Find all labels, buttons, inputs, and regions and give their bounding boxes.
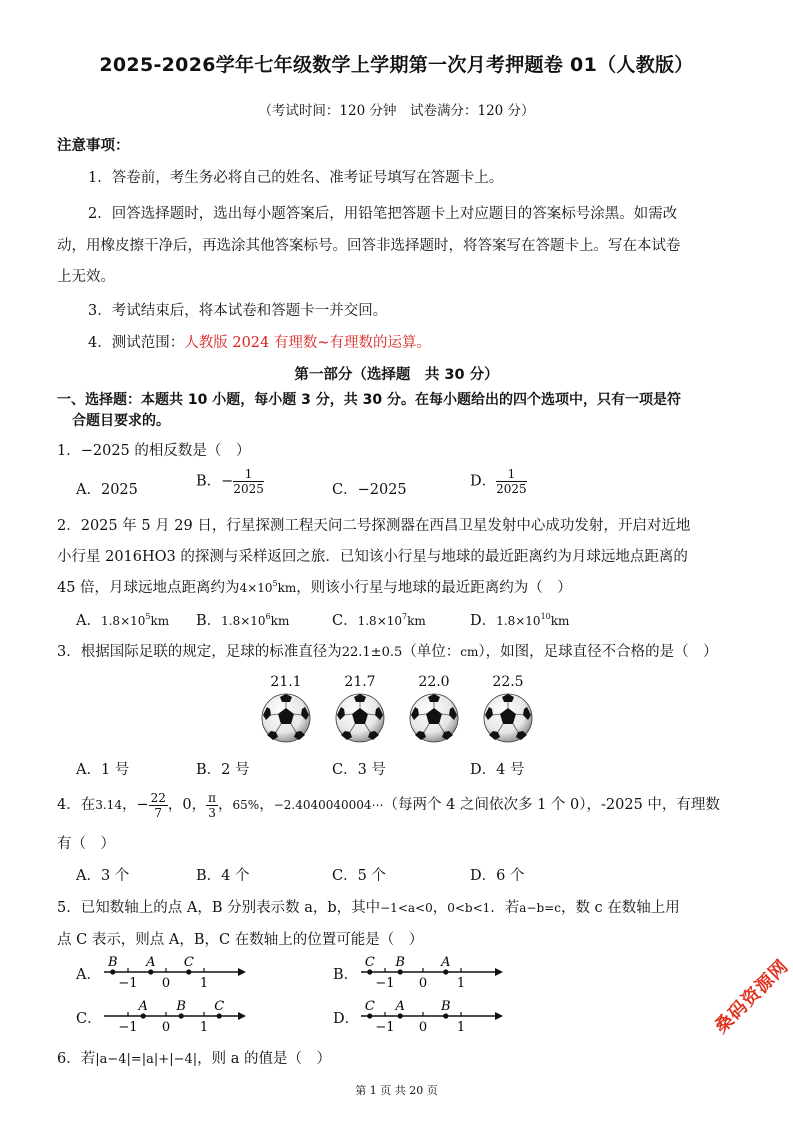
soccer-ball-4-icon: [484, 694, 532, 742]
q5-stem-line-2: 点 C 表示，则点 A，B，C 在数轴上的位置可能是（ ）: [57, 932, 424, 948]
q4-frac1-den: 7: [154, 805, 163, 820]
q2-option-c-exp: 7: [402, 612, 408, 622]
q1-option-b-num: 1: [233, 467, 264, 482]
q2-option-b-exp: 6: [265, 612, 271, 622]
ball-2-label: 21.7: [344, 674, 376, 690]
point-label: B: [395, 955, 405, 970]
q2-option-b: [196, 609, 289, 630]
axis-tick-label: 1: [199, 1020, 209, 1035]
q2-line-3-b: ，则该小行星与地球的最近距离约为（ ）: [296, 580, 572, 596]
q1-option-c: C．−2025: [332, 482, 407, 498]
q2-option-c-label: C．: [332, 613, 358, 629]
point-label: A: [441, 955, 451, 970]
q2-distance-value: 4×10: [239, 581, 273, 595]
note-2-line-2: 动，用橡皮擦干净后，再选涂其他答案标号。回答非选择题时，将答案写在答题卡上。写在本试卷: [57, 238, 681, 254]
q5-option-a-number-line: [100, 952, 248, 992]
q5-option-d-label: D．: [333, 1011, 360, 1027]
q2-distance-unit: km: [277, 581, 297, 595]
q2-option-a-unit: km: [150, 614, 170, 628]
axis-tick-label: −1: [118, 976, 138, 991]
note-4-range: 人教版 2024 有理数~有理数的运算。: [184, 335, 432, 351]
soccer-balls-figure: [256, 692, 556, 744]
point-label: B: [108, 955, 118, 970]
q4-stem-line-2: 有（ ）: [57, 836, 115, 852]
point-marker: [443, 969, 448, 974]
q5-l1b: A，B 分别表示数 a，b，其中: [186, 900, 381, 916]
q1-option-d-label: D．: [470, 473, 497, 490]
exam-info: （考试时间：120 分钟 试卷满分：120 分）: [258, 103, 535, 119]
section-title: 第一部分（选择题 共 30 分）: [294, 367, 499, 383]
q1-option-b-label: B．: [196, 473, 222, 490]
q2-option-b-unit: km: [270, 614, 290, 628]
point-label: C: [364, 999, 375, 1014]
q5-l1a: 5．已知数轴上的点: [57, 900, 187, 916]
q4-option-c: C．5 个: [332, 868, 386, 884]
notes-heading: 注意事项：: [57, 138, 130, 154]
q4-fraction-1: [149, 791, 168, 820]
q5-option-b-number-line: [357, 952, 505, 992]
q3-option-a: A．1 号: [76, 762, 130, 778]
axis-arrow-icon: [495, 1012, 503, 1020]
q6-expression: |a−4|=|a|+|−4|: [95, 1052, 198, 1067]
point-marker: [367, 1013, 372, 1018]
q5-option-a-label: A．: [76, 967, 101, 983]
q2-option-b-value: 1.8×10: [221, 614, 266, 628]
q2-line-3-a: 45 倍，月球远地点距离约为: [57, 580, 240, 596]
point-marker: [148, 969, 153, 974]
q4-frac2-den: 3: [208, 805, 216, 820]
q2-option-b-label: B．: [196, 613, 222, 629]
q1-option-b-den: 2025: [233, 482, 264, 496]
q4-option-a: A．3 个: [76, 868, 130, 884]
note-2-line-1: 2．回答选择题时，选出每小题答案后，用铅笔把答题卡上对应题目的答案标号涂黑。如需改: [88, 206, 678, 222]
axis-tick-label: 1: [456, 1020, 466, 1035]
q5-l1c: ，: [432, 900, 448, 916]
q2-option-a: [76, 609, 169, 630]
note-4-prefix: 4．测试范围：: [88, 335, 185, 351]
point-marker: [179, 1013, 184, 1018]
q4-sep-4: ，: [259, 797, 274, 813]
q4-percent: 65%: [232, 798, 260, 812]
point-label: C: [214, 999, 225, 1014]
point-label: A: [138, 999, 148, 1014]
q4-frac1-num: 22: [150, 790, 166, 805]
q3-stem: [57, 640, 718, 661]
axis-tick-label: 1: [456, 976, 466, 991]
q2-option-d-unit: km: [550, 614, 570, 628]
q1-stem: 1．−2025 的相反数是（ ）: [57, 443, 251, 459]
axis-tick-label: 1: [199, 976, 209, 991]
axis-tick-label: −1: [118, 1020, 138, 1035]
soccer-ball-1-icon: [262, 694, 310, 742]
point-marker: [186, 969, 191, 974]
point-label: B: [176, 999, 186, 1014]
axis-tick-label: −1: [375, 1020, 395, 1035]
section-instruction-2: 合题目要求的。: [72, 413, 170, 429]
point-marker: [110, 969, 115, 974]
note-4: [88, 331, 431, 352]
q1-option-d-den: 2025: [496, 482, 527, 496]
point-marker: [217, 1013, 222, 1018]
q2-line-3: [57, 576, 572, 597]
q3-unit: cm: [460, 645, 479, 659]
point-marker: [398, 1013, 403, 1018]
q5-option-c-label: C．: [76, 1011, 102, 1027]
q4-sep-2: ，0，: [167, 797, 207, 813]
point-label: B: [441, 999, 451, 1014]
axis-arrow-icon: [238, 968, 246, 976]
q2-distance-exponent: 5: [272, 579, 278, 589]
q6-suffix: ，则 a 的值是（ ）: [197, 1051, 332, 1067]
q1-option-d: [470, 467, 527, 496]
q4-frac2-num: π: [208, 790, 217, 805]
ball-4-label: 22.5: [492, 674, 524, 690]
axis-arrow-icon: [495, 968, 503, 976]
ball-1-label: 21.1: [270, 674, 302, 690]
q4-option-b: B．4 个: [196, 868, 250, 884]
q5-l1d: ．若: [490, 900, 520, 916]
q2-option-a-value: 1.8×10: [100, 614, 146, 628]
q4-stem-line-1: [57, 785, 720, 825]
page-footer: 第 1 页 共 20 页: [355, 1084, 438, 1097]
point-marker: [443, 1013, 448, 1018]
soccer-ball-3-icon: [410, 694, 458, 742]
axis-tick-label: −1: [375, 976, 395, 991]
q3-standard-diameter: 22.1±0.5: [341, 645, 403, 660]
point-label: C: [364, 955, 375, 970]
q5-option-d-number-line: [357, 996, 505, 1036]
q4-frac1-sign: −: [136, 797, 149, 813]
q3-option-d: D．4 号: [470, 762, 525, 778]
q1-option-b-fraction: [233, 467, 264, 496]
q5-option-b-label: B．: [333, 967, 359, 983]
axis-tick-label: 0: [418, 1020, 428, 1035]
q4-repeating-decimal: −2.4040040004⋯: [273, 798, 384, 812]
q1-option-a: A．2025: [76, 482, 138, 498]
q2-option-a-label: A．: [76, 613, 101, 629]
point-marker: [398, 969, 403, 974]
q6-stem: [57, 1047, 331, 1068]
q4-sep-1: ，: [121, 797, 137, 813]
q3-option-b: B．2 号: [196, 762, 250, 778]
soccer-ball-2-icon: [336, 694, 384, 742]
watermark-logo: 桑码资源网: [710, 955, 793, 1038]
q4-suffix: （每两个 4 之间依次多 1 个 0），-2025 中，有理数: [383, 797, 720, 813]
point-label: A: [146, 955, 156, 970]
note-3: 3．考试结束后，将本试卷和答题卡一并交回。: [88, 303, 388, 319]
section-instruction-1: 一、选择题：本题共 10 小题，每小题 3 分，共 30 分。在每小题给出的四个选项中，只有一项是符: [57, 392, 681, 408]
q1-option-d-num: 1: [496, 467, 527, 482]
q1-option-b: [196, 467, 264, 496]
point-marker: [367, 969, 372, 974]
q3-stem-a: 3．根据国际足联的规定，足球的标准直径为: [57, 644, 342, 660]
q2-option-d: [470, 609, 569, 630]
axis-tick-label: 0: [418, 976, 428, 991]
axis-arrow-icon: [238, 1012, 246, 1020]
q2-option-c-unit: km: [407, 614, 426, 628]
point-label: C: [183, 955, 194, 970]
point-marker: [141, 1013, 146, 1018]
axis-tick-label: 0: [161, 976, 171, 991]
q1-option-b-sign: −: [221, 473, 234, 490]
q2-line-1: 2．2025 年 5 月 29 日，行星探测工程天问二号探测器在西昌卫星发射中心成功发射，开启对近地: [57, 518, 691, 534]
q5-option-c-number-line: [100, 996, 248, 1036]
q4-option-d: D．6 个: [470, 868, 525, 884]
page-title: 2025-2026学年七年级数学上学期第一次月考押题卷 01（人教版）: [99, 54, 694, 76]
q5-condition-2: 0<b<1: [447, 901, 491, 915]
q5-condition-3: a−b=c: [519, 901, 561, 915]
q2-line-2: 小行星 2016HO3 的探测与采样返回之旅．已知该小行星与地球的最近距离约为月球远地点距离的: [57, 549, 688, 565]
q4-fraction-2: [206, 791, 218, 820]
axis-tick-label: 0: [161, 1020, 171, 1035]
q5-stem-line-1: [57, 896, 680, 917]
q2-option-c-value: 1.8×10: [357, 614, 403, 628]
q5-condition-1: −1<a<0: [380, 901, 433, 915]
q5-l1e: ，数 c 在数轴上用: [560, 900, 680, 916]
q1-option-d-fraction: [496, 467, 527, 496]
q2-option-d-label: D．: [470, 613, 497, 629]
q2-option-a-exp: 5: [145, 612, 151, 622]
q4-value-1: 3.14: [95, 798, 122, 812]
q3-option-c: C．3 号: [332, 762, 386, 778]
note-2-line-3: 上无效。: [57, 269, 115, 285]
q2-option-d-exp: 10: [540, 612, 551, 622]
q3-stem-c: ），如图，足球直径不合格的是（ ）: [478, 644, 718, 660]
q4-sep-3: ，: [218, 797, 233, 813]
point-label: A: [395, 999, 405, 1014]
q2-option-d-value: 1.8×10: [496, 614, 541, 628]
q6-prefix: 6．若: [57, 1051, 96, 1067]
q3-stem-b: （单位：: [402, 644, 461, 660]
note-1: 1．答卷前，考生务必将自己的姓名、准考证号填写在答题卡上。: [88, 170, 504, 186]
q2-option-c: [332, 609, 426, 630]
ball-3-label: 22.0: [418, 674, 450, 690]
q4-prefix: 4．在: [57, 797, 96, 813]
